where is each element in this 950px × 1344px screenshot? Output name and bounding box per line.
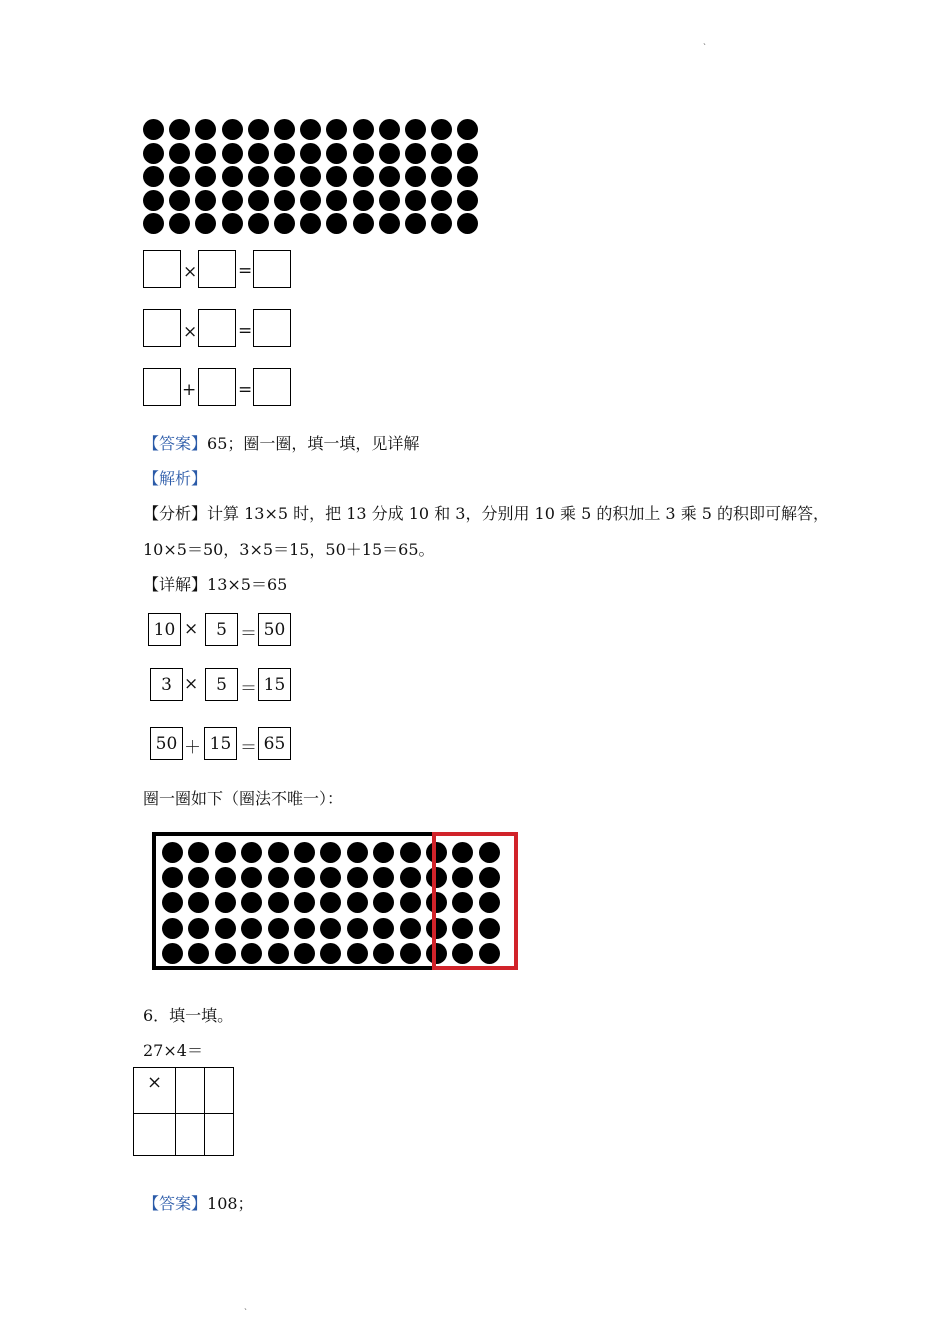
calc-cell[interactable] — [134, 1114, 176, 1156]
dot — [300, 190, 321, 211]
filled-box: 50 — [258, 613, 291, 646]
dot — [353, 166, 374, 187]
equals-sign: ＝ — [240, 738, 257, 758]
dot — [457, 190, 478, 211]
dot — [431, 190, 452, 211]
dot — [195, 119, 216, 140]
equals-sign: = — [238, 321, 253, 341]
answer-6-line — [143, 1191, 254, 1214]
dot — [457, 213, 478, 234]
calc-cell[interactable] — [205, 1068, 234, 1114]
filled-box: 50 — [150, 727, 183, 760]
dot — [353, 190, 374, 211]
dot — [431, 213, 452, 234]
dot — [326, 143, 347, 164]
fenxi-tag: 【分析】 — [143, 504, 208, 523]
detail-line — [143, 572, 287, 595]
answer-box[interactable] — [253, 250, 291, 288]
operator: ＋ — [184, 738, 201, 758]
dot — [300, 119, 321, 140]
dot — [405, 143, 426, 164]
dot — [326, 166, 347, 187]
calc-cell[interactable] — [176, 1068, 205, 1114]
detail-tag: 【详解】 — [143, 575, 208, 594]
question-6-expression: 27×4＝ — [143, 1041, 203, 1060]
dot — [326, 213, 347, 234]
filled-box: 5 — [205, 613, 238, 646]
dot — [222, 143, 243, 164]
analysis-line-2: 10×5＝50，3×5＝15，50＋15＝65。 — [143, 540, 435, 559]
dot — [222, 166, 243, 187]
dot — [326, 190, 347, 211]
dot — [248, 119, 269, 140]
answer-box[interactable] — [143, 368, 181, 406]
fenxi-text: 计算 13×5 时，把 13 分成 10 和 3，分别用 10 乘 5 的积加上 3 乘 5 的积即可解答， — [207, 504, 830, 523]
dot — [195, 213, 216, 234]
operator: × — [183, 262, 198, 282]
answer-box[interactable] — [198, 309, 236, 347]
dot — [274, 143, 295, 164]
answer-text: 65；圈一圈，填一填，见详解 — [207, 434, 420, 453]
filled-box: 10 — [148, 613, 181, 646]
dot — [353, 213, 374, 234]
circle-note: 圈一圈如下（圈法不唯一）： — [143, 789, 344, 808]
dot — [300, 166, 321, 187]
dot — [379, 143, 400, 164]
detail-text: 13×5＝65 — [207, 575, 288, 594]
black-circle-frame — [152, 832, 436, 970]
calc-cell[interactable] — [205, 1114, 234, 1156]
dot — [353, 143, 374, 164]
dot — [248, 213, 269, 234]
dot — [379, 213, 400, 234]
dot — [457, 166, 478, 187]
calc-cell-symbol: × — [134, 1068, 176, 1114]
dot — [143, 213, 164, 234]
answer-box[interactable] — [253, 368, 291, 406]
filled-box: 15 — [204, 727, 237, 760]
dot — [457, 119, 478, 140]
dot — [405, 166, 426, 187]
operator: × — [184, 674, 199, 694]
header-mark: ˴ — [703, 39, 706, 49]
vertical-calc-table — [133, 1067, 234, 1156]
dot — [274, 213, 295, 234]
answer-box[interactable] — [253, 309, 291, 347]
dot — [169, 143, 190, 164]
dot — [274, 119, 295, 140]
dot — [143, 119, 164, 140]
operator: + — [182, 380, 197, 400]
dot — [169, 190, 190, 211]
answer-tag: 【答案】 — [143, 434, 208, 453]
dot — [353, 119, 374, 140]
dot — [143, 143, 164, 164]
operator: × — [183, 322, 198, 342]
dot — [379, 190, 400, 211]
dot — [143, 166, 164, 187]
filled-box: 5 — [205, 668, 238, 701]
dot — [300, 143, 321, 164]
equals-sign: ＝ — [240, 624, 257, 644]
dot-grid — [143, 119, 483, 237]
dot — [405, 213, 426, 234]
dot — [300, 213, 321, 234]
dot — [169, 166, 190, 187]
filled-box: 15 — [258, 668, 291, 701]
dot — [248, 143, 269, 164]
filled-box: 65 — [258, 727, 291, 760]
answer-box[interactable] — [198, 368, 236, 406]
dot — [274, 190, 295, 211]
answer-text: 108； — [207, 1194, 254, 1213]
analysis-tag: 【解析】 — [143, 469, 208, 488]
dot — [195, 143, 216, 164]
filled-box: 3 — [150, 668, 183, 701]
dot — [431, 119, 452, 140]
dot — [169, 119, 190, 140]
dot — [248, 166, 269, 187]
equals-sign: = — [238, 261, 253, 281]
dot — [222, 119, 243, 140]
calc-cell[interactable] — [176, 1114, 205, 1156]
dot — [431, 166, 452, 187]
dot — [222, 190, 243, 211]
dot — [274, 166, 295, 187]
dot — [457, 143, 478, 164]
dot — [222, 213, 243, 234]
question-6-title: 6．填一填。 — [143, 1006, 234, 1025]
answer-tag: 【答案】 — [143, 1194, 208, 1213]
answer-box[interactable] — [143, 250, 181, 288]
dot — [195, 166, 216, 187]
dot — [248, 190, 269, 211]
dot — [143, 190, 164, 211]
answer-box[interactable] — [143, 309, 181, 347]
footer-mark: ˴ — [244, 1304, 247, 1314]
answer-box[interactable] — [198, 250, 236, 288]
equals-sign: = — [238, 380, 253, 400]
dot — [405, 190, 426, 211]
dot — [195, 190, 216, 211]
analysis-line — [143, 501, 829, 524]
dot — [169, 213, 190, 234]
dot — [326, 119, 347, 140]
dot — [379, 166, 400, 187]
dot — [431, 143, 452, 164]
operator: × — [184, 619, 199, 639]
dot — [405, 119, 426, 140]
answer-line — [143, 431, 419, 454]
equals-sign: ＝ — [240, 679, 257, 699]
dot — [379, 119, 400, 140]
red-circle-frame — [432, 832, 518, 970]
